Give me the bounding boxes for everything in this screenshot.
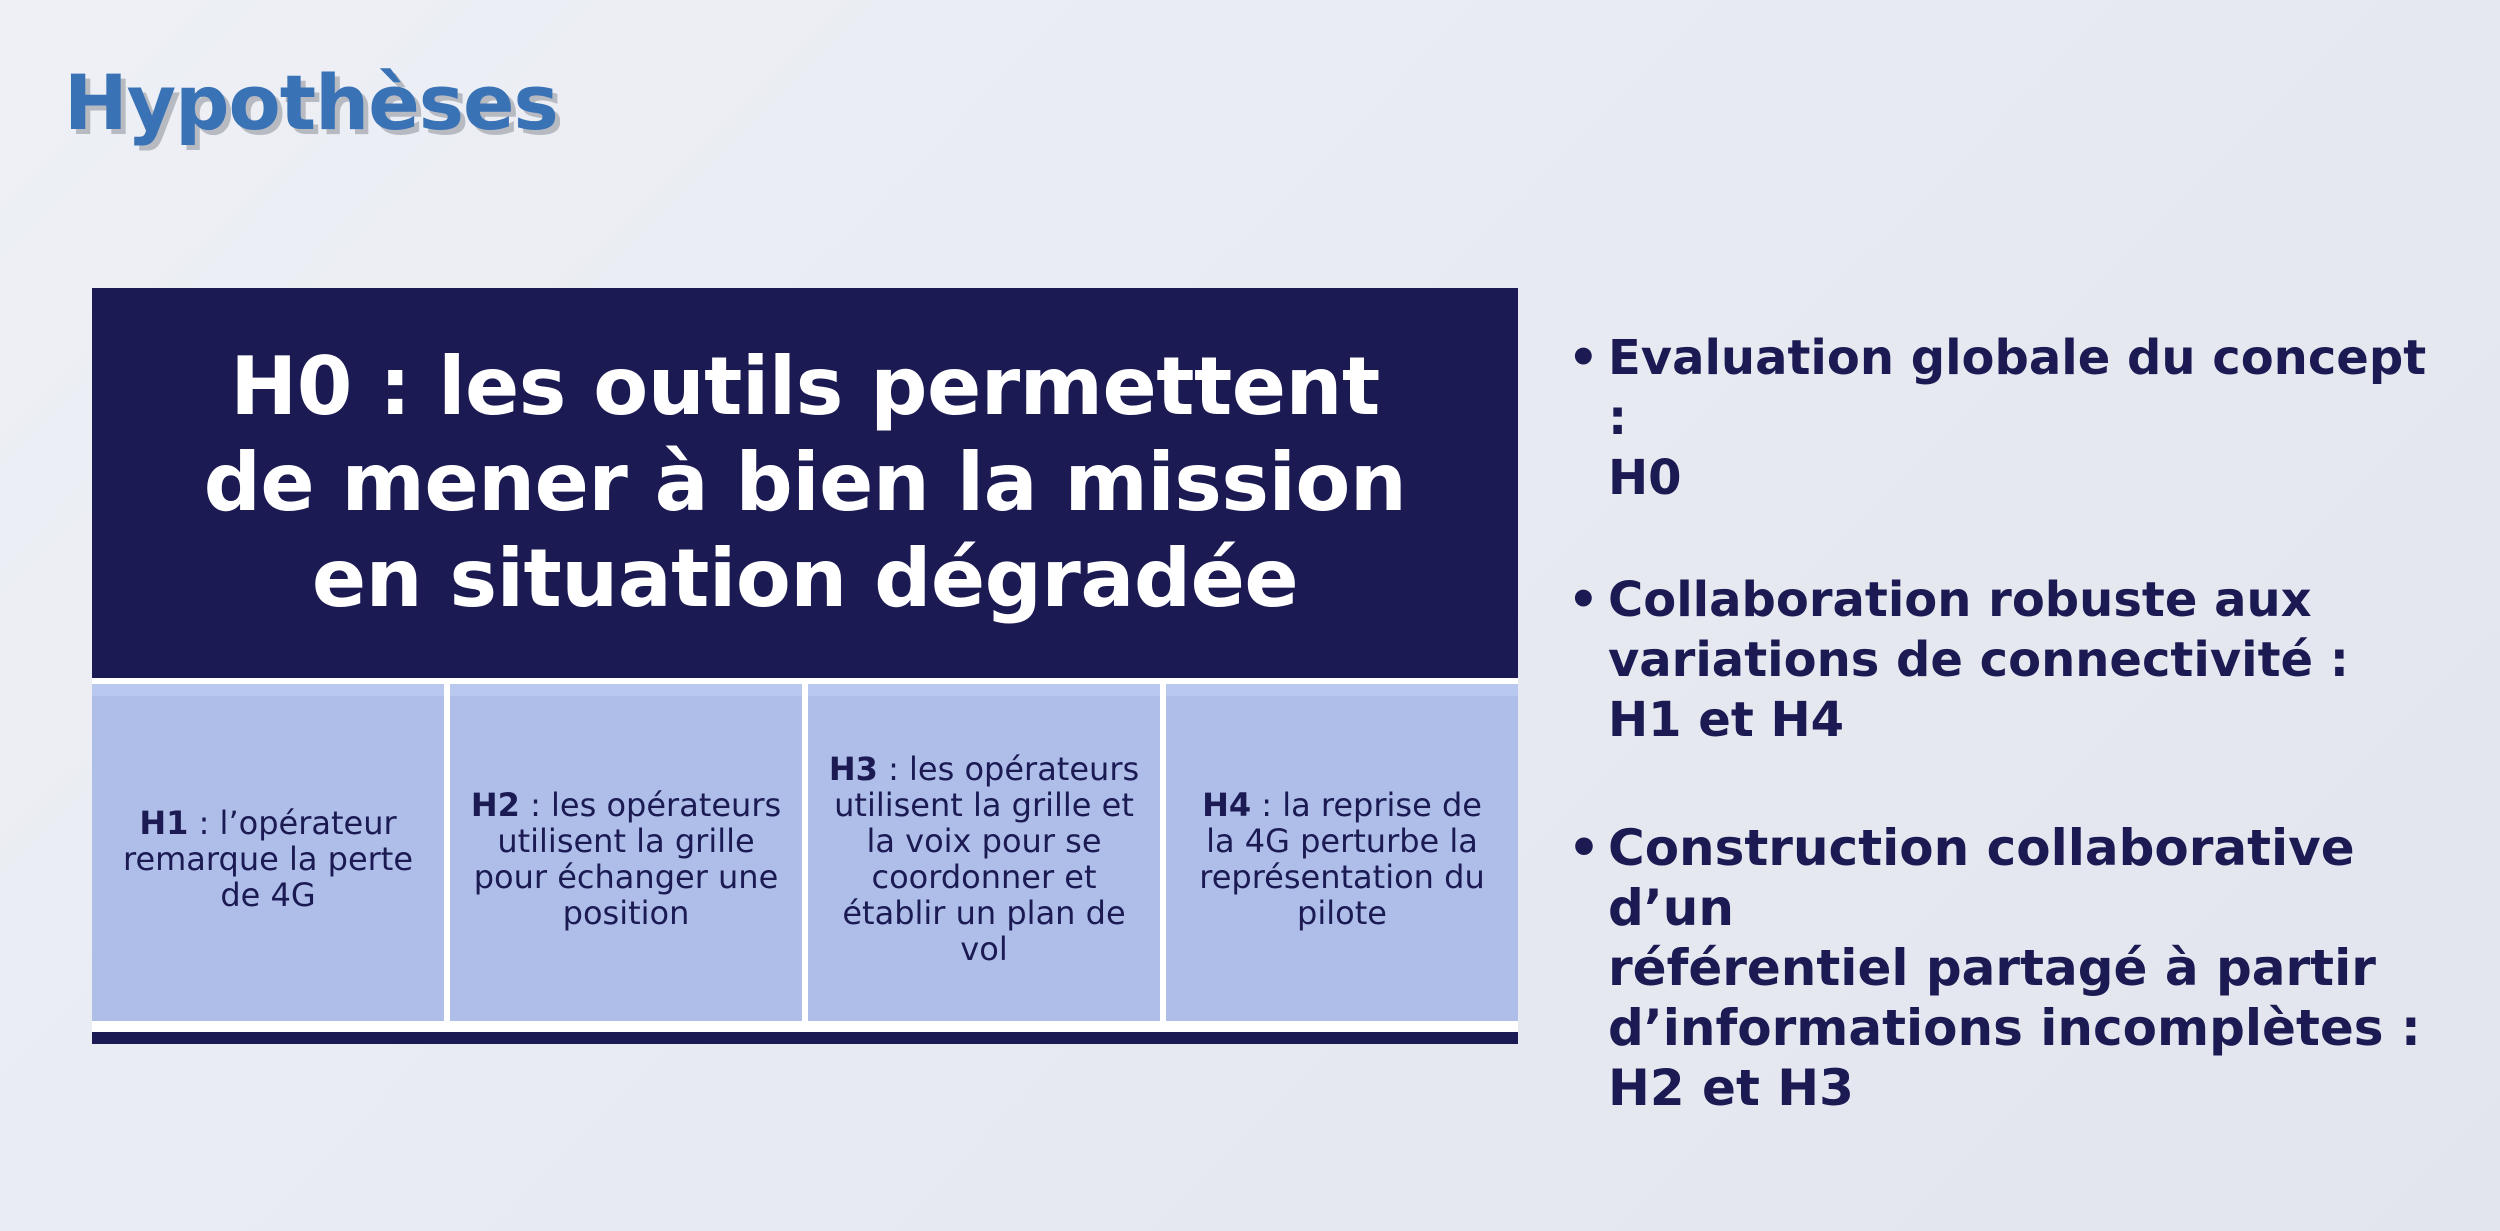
bullet-item-collaboration [1560,570,2460,750]
bullet-line: H1 et H4 [1608,692,1845,748]
bullet-dot-icon: • [1568,330,1599,386]
bullet-line: H0 [1608,450,1682,506]
bullet-dot-icon: • [1568,819,1600,877]
h3-description: : les opérateurs utilisent la grille et la voix pour se coordonner et établir un plan de vol [834,749,1140,968]
bullet-line: variations de connectivité : [1608,632,2349,688]
h2-id: H2 [470,785,520,824]
h3-id: H3 [828,749,878,788]
h4-description: : la reprise de la 4G perturbe la représentation du pilote [1199,785,1485,932]
bottom-bar [92,1032,1518,1044]
h4-box [1166,684,1518,1021]
slide-title: Hypothèses [64,58,558,147]
sub-hypotheses-row [92,678,1518,1034]
h4-id: H4 [1202,785,1252,824]
h1-id: H1 [139,803,189,842]
h3-box [808,684,1160,1021]
h2-description: : les opérateurs utilisent la grille pour échanger une position [473,785,782,932]
h1-text [110,805,426,913]
bullet-dot-icon: • [1568,572,1599,628]
hypotheses-diagram [92,288,1518,1044]
bullet-line: Collaboration robuste aux [1608,572,2312,628]
bullet-line: d’informations incomplètes : [1608,999,2421,1057]
bullet-line: référentiel partagé à partir [1608,939,2376,997]
h2-text [468,787,784,931]
h3-text [826,751,1142,967]
h4-text [1184,787,1500,931]
bullet-item-construction [1560,818,2460,1118]
h1-description: : l’opérateur remarque la perte de 4G [122,803,414,914]
bullet-item-evaluation [1560,328,2460,508]
bullet-line: H2 et H3 [1608,1059,1854,1117]
h0-box [92,288,1518,678]
h0-text: H0 : les outils permettent de mener à bien la mission en situation dégradée [203,340,1407,625]
h2-box [450,684,802,1021]
bullet-line: Construction collaborative d’un [1608,819,2355,937]
h1-box [92,684,444,1021]
bullet-line: Evaluation globale du concept : [1608,330,2427,446]
bullet-list [1560,328,2460,1118]
